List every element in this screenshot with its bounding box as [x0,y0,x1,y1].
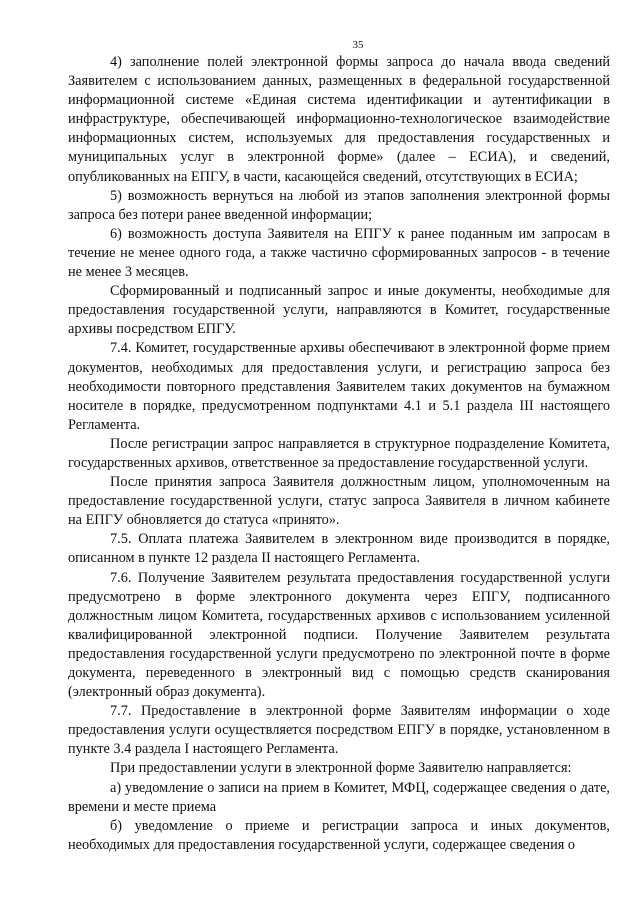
paragraph-notifications-intro: При предоставлении услуги в электронной форме Заявителю направляется: [110,760,572,777]
paragraph-after-acceptance: После принятия запроса Заявителя должностным лицом, уполномоченным на предоставление государственной услуги, статус запроса Заявителя в личном кабинете на ЕПГУ обновляется до статуса «принято». [68,474,610,529]
paragraph-7-4: 7.4. Комитет, государственные архивы обеспечивают в электронной форме прием документов, необходимых для предоставления услуги, и регистрацию запроса без необходимости повторного представления Заявителем таких документов на бумажном носителе в порядке, предусмотренном подпунктами 4.1 и 5.1 раздела III настоящего Регламента. [68,340,610,433]
paragraph-7-5: 7.5. Оплата платежа Заявителем в электронном виде производится в порядке, описанном в пункте 12 раздела II настоящего Регламента. [68,531,610,567]
paragraph-item-6-access-requests: 6) возможность доступа Заявителя на ЕПГУ к ранее поданным им запросам в течение не менее одного года, а также частично сформированных запросов - в течение не менее 3 месяцев. [68,225,610,281]
paragraph-signed-request-sent: Сформированный и подписанный запрос и иные документы, необходимые для предоставления государственной услуги, направляются в Комитет, государственные архивы посредством ЕПГУ. [68,283,610,338]
paragraph-7-7: 7.7. Предоставление в электронной форме Заявителям информации о ходе предоставления услуги осуществляется посредством ЕПГУ в порядке, установленном в пункте 3.4 раздела I настоящего Регламента. [68,703,610,758]
paragraph-7-6: 7.6. Получение Заявителем результата предоставления государственной услуги предусмотрено в форме электронного документа через ЕПГУ, подписанного должностным лицом Комитета, государственных архивов с использованием усиленной квалифицированной электронной подписи. Получение Заявителем результата предоставления государственной услуги предусмотрено по электронной почте в форме документа, переведенного в электронный вид с помощью средств сканирования (электронный образ документа). [68,569,610,701]
page-number: 35 [352,39,364,51]
paragraph-item-5-return-to-step: 5) возможность вернуться на любой из этапов заполнения электронной формы запроса без потери ранее введенной информации; [68,187,610,223]
paragraph-notification-b: б) уведомление о приеме и регистрации запроса и иных документов, необходимых для предоставления государственной услуги, содержащее сведения о [68,817,610,853]
paragraph-after-registration: После регистрации запрос направляется в структурное подразделение Комитета, государственных архивов, ответственное за предоставление государственной услуги. [68,435,610,471]
paragraph-notification-a: а) уведомление о записи на прием в Комитет, МФЦ, содержащее сведения о дате, времени и месте приема [68,779,610,815]
paragraph-item-4-prefill-esia: 4) заполнение полей электронной формы запроса до начала ввода сведений Заявителем с использованием данных, размещенных в федеральной государственной информационной системе «Единая система идентификации и аутентификации в инфраструктуре, обеспечивающей информационно-технологическое взаимодействие информационных систем, используемых для предоставления государственных и муниципальных услуг в электронной форме» (далее – ЕСИА), и сведений, опубликованных на ЕПГУ, в части, касающейся сведений, отсутствующих в ЕСИА; [68,54,610,185]
